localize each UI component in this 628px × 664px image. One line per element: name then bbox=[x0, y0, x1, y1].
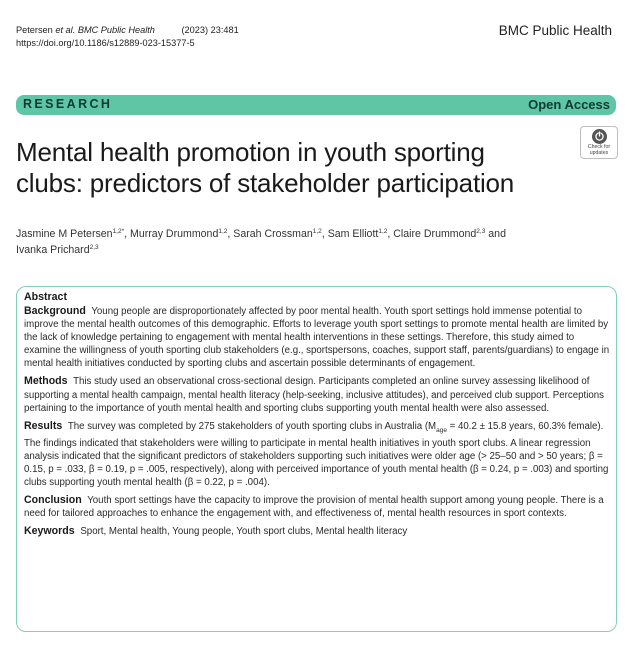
abstract-methods bbox=[24, 375, 610, 414]
author-separator: , bbox=[124, 228, 131, 240]
author-affiliation: 2,3 bbox=[476, 228, 486, 235]
author-affiliation: 2,3 bbox=[89, 244, 99, 251]
citation-journal: et al. BMC Public Health bbox=[55, 25, 155, 35]
abstract-background bbox=[24, 305, 610, 370]
citation-header bbox=[16, 24, 239, 49]
author-separator: , bbox=[227, 228, 234, 240]
author-separator: , bbox=[321, 228, 328, 240]
conclusion-heading: Conclusion bbox=[24, 494, 82, 507]
check-for-updates-badge[interactable] bbox=[580, 126, 618, 159]
background-text: Young people are disproportionately affected by poor mental health. Youth sport settings hold immense potential to improve the mental health outcomes of this demographic. Efforts to leverage youth sport settings to promote mental health are limited by the lack of knowledge pertaining to engagement with mental health interventions in these settings. Therefore, this study aimed to examine the willingness of youth sporting club stakeholders (e.g., sportspersons, coaches, support staff, parents/guardians) to engage in mental health initiatives conducted by sporting clubs and ascertain possible determinants of engagement. bbox=[24, 306, 610, 370]
author-affiliation: 1,2 bbox=[218, 228, 228, 235]
open-access-label: Open Access bbox=[528, 97, 610, 112]
check-updates-icon bbox=[592, 129, 607, 144]
methods-text: This study used an observational cross-sectional design. Participants completed an online survey assessing likelihood of supporting a mental health campaign, mental health literacy (help-seeking, inclusive attitudes), and perceived club support. Perceptions pertaining to the importance of youth mental health and sporting clubs supporting youth mental health were also assessed. bbox=[24, 376, 604, 414]
abstract-heading: Abstract bbox=[24, 291, 67, 303]
author-name[interactable]: Ivanka Prichard bbox=[16, 244, 90, 256]
results-subscript: age bbox=[436, 426, 447, 434]
author-name[interactable]: Sam Elliott bbox=[327, 228, 379, 240]
author-and: and bbox=[485, 228, 506, 240]
author-separator: , bbox=[387, 228, 394, 240]
check-updates-text bbox=[581, 145, 617, 157]
author-name[interactable]: Murray Drummond bbox=[130, 228, 219, 240]
conclusion-text: Youth sport settings have the capacity to improve the provision of mental health support among young people. There is a need for tailored approaches to enhance the engagement with, and effectiveness of, mental health resources in sport contexts. bbox=[24, 495, 604, 520]
citation-author: Petersen bbox=[16, 25, 53, 35]
results-heading: Results bbox=[24, 419, 63, 432]
author-list bbox=[16, 226, 586, 258]
keywords-heading: Keywords bbox=[24, 525, 75, 538]
author-name[interactable]: Jasmine M Petersen bbox=[16, 228, 113, 240]
results-text-part2: = 40.2 ± 15.8 years, 60.3% female). The findings indicated that stakeholders were willing to participate in mental health initiatives in youth sport clubs. A linear regression analysis indicated that the significant predictors of stakeholders supporting such initiatives were older age (> 25–50 and > 50 years; β = 0.15, p = .033, β = 0.19, p = .005, respectively), along with perceived importance of youth mental health (β = 0.24, p = .003) and sporting clubs supporting youth mental health (β = 0.22, p = .004). bbox=[24, 420, 609, 489]
article-type-band bbox=[16, 95, 616, 115]
keywords-text: Sport, Mental health, Young people, Youth sport clubs, Mental health literacy bbox=[80, 526, 408, 538]
article-title: Mental health promotion in youth sporting clubs: predictors of stakeholder participation bbox=[16, 137, 515, 198]
check-updates-line2: updates bbox=[589, 149, 609, 156]
abstract-box bbox=[16, 286, 617, 632]
abstract-results bbox=[24, 420, 610, 489]
citation-line bbox=[16, 24, 239, 37]
results-text-part1: The survey was completed by 275 stakeholders of youth sporting clubs in Australia (M bbox=[67, 420, 437, 432]
author-affiliation: 1,2* bbox=[112, 228, 125, 235]
check-updates-line1: Check for bbox=[587, 144, 611, 150]
author-affiliation: 1,2 bbox=[378, 228, 388, 235]
citation-year-volume: (2023) 23:481 bbox=[181, 25, 239, 35]
author-name[interactable]: Sarah Crossman bbox=[233, 228, 313, 240]
abstract-conclusion bbox=[24, 494, 610, 520]
author-name[interactable]: Claire Drummond bbox=[393, 228, 477, 240]
abstract-keywords bbox=[24, 525, 610, 538]
article-type-label: RESEARCH bbox=[23, 97, 113, 111]
background-heading: Background bbox=[24, 305, 86, 317]
doi-link[interactable]: https://doi.org/10.1186/s12889-023-15377-5 bbox=[16, 37, 195, 48]
journal-name: BMC Public Health bbox=[498, 23, 612, 38]
methods-heading: Methods bbox=[24, 375, 68, 388]
author-affiliation: 1,2 bbox=[312, 228, 322, 235]
